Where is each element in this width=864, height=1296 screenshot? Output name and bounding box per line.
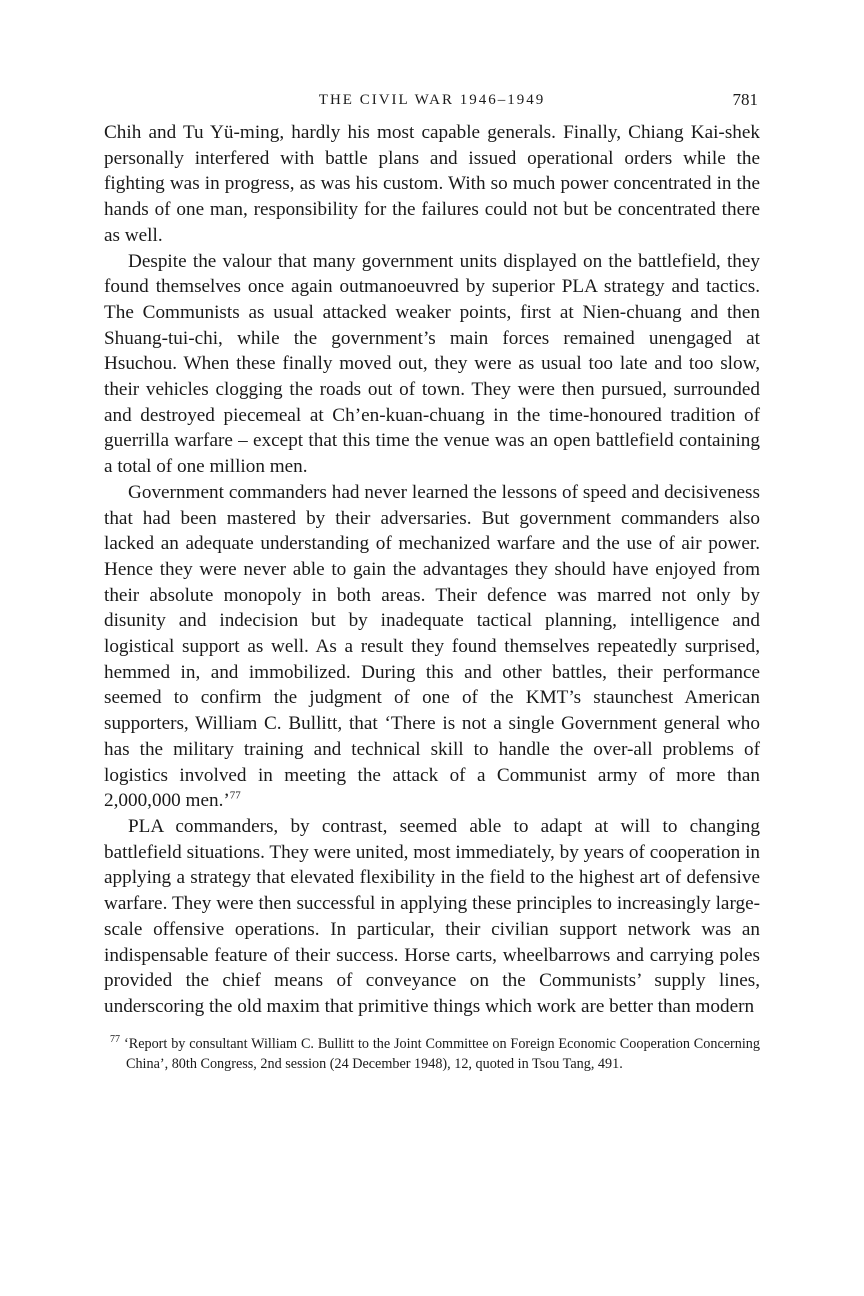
running-head-title: THE CIVIL WAR 1946–1949 — [318, 92, 546, 108]
paragraph-4: PLA commanders, by contrast, seemed able to adapt at will to changing battlefield situations. They were united, most immediately, by years of cooperation in applying a strategy that elevated flexibility in the field to the highest art of defensive warfare. They were then successful in applying these principles to increasingly large-scale offensive operations. In particular, their civilian support network was an indispensable feature of their success. Horse carts, wheelbarrows and carrying poles provided the chief means of conveyance on the Communists’ supply lines, underscoring the old maxim that primitive things which work are better than modern — [104, 815, 760, 1017]
paragraph-3 — [104, 480, 760, 814]
book-page — [104, 88, 760, 1074]
page-number: 781 — [732, 90, 758, 109]
footnote-number: 77 — [110, 1033, 120, 1045]
footnote — [104, 1034, 760, 1074]
body-text — [104, 120, 760, 1020]
paragraph-1: Chih and Tu Yü-ming, hardly his most capable generals. Finally, Chiang Kai-shek personally interfered with battle plans and issued operational orders while the fighting was in progress, as was his custom. With so much power concentrated in the hands of one man, responsibility for the failures could not but be concentrated there as well. — [104, 122, 760, 246]
paragraph-3-text: Government commanders had never learned the lessons of speed and decisiveness that had been mastered by their adversaries. But government commanders also lacked an adequate understanding of mechanized warfare and the use of air power. Hence they were never able to gain the advantages they should have enjoyed from their absolute monopoly in both areas. Their defence was marred not only by disunity and indecision but by inadequate tactical planning, intelligence and logistical support as well. As a result they found themselves repeatedly surprised, hemmed in, and immobilized. During this and other battles, their performance seemed to confirm the judgment of one of the KMT’s staunchest American supporters, William C. Bullitt, that ‘There is not a single Government general who has the military training and technical skill to handle the over-all problems of logistics involved in meeting the attack of a Communist army of more than 2,000,000 men.’ — [104, 481, 760, 812]
running-head — [104, 88, 760, 112]
paragraph-2: Despite the valour that many government units displayed on the battlefield, they found themselves once again outmanoeuvred by superior PLA strategy and tactics. The Communists as usual attacked weaker points, first at Nien-chuang and then Shuang-tui-chi, while the government’s main forces remained unengaged at Hsuchou. When these finally moved out, they were as usual too late and too slow, their vehicles clogging the roads out of town. They were then pursued, surrounded and destroyed piecemeal at Ch’en-kuan-chuang in the time-honoured tradition of guerrilla warfare – except that this time the venue was an open battlefield containing a total of one million men. — [104, 250, 760, 478]
footnote-reference: 77 — [229, 789, 241, 802]
footnote-text: ‘Report by consultant William C. Bullitt to the Joint Committee on Foreign Economic Cooperation Concerning China’, 80th Congress, 2nd session (24 December 1948), 12, quoted in Tsou Tang, 491. — [124, 1035, 760, 1072]
